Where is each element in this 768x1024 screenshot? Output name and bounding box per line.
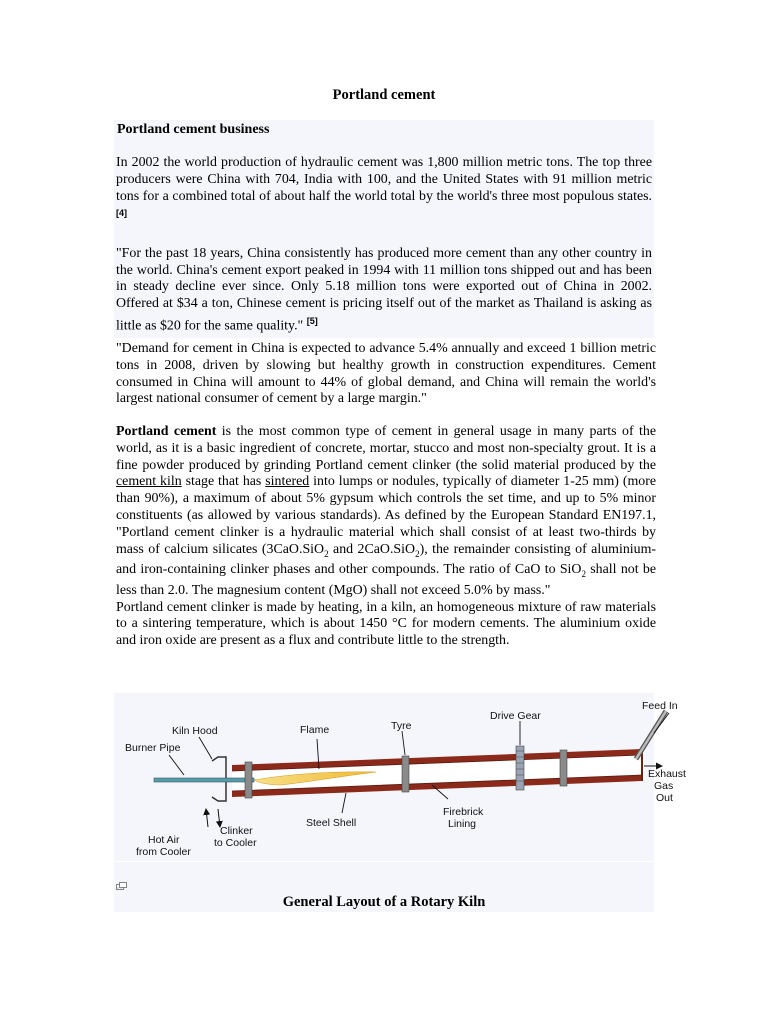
definition-text-3: into lumps or nodules, typically of diameter 1-25 mm) (more than 90%), a maximum of about 5% gypsum which controls the set time, and up to 5% minor constituents (as allowed by various standards). As defined by the European Standard EN197.1, "Portland cement clinker is a hydraulic material which shall consist of at least two-thirds by mass of calcium silicates (3CaO.SiO xyxy=(116,474,657,557)
term-portland-cement: Portland cement xyxy=(116,424,217,439)
subscript-2: 2 xyxy=(324,548,329,559)
drive-gear xyxy=(516,746,524,790)
definition-text-6: shall not be less than 2.0. The magnesium content (MgO) shall not exceed 5.0% by mass." xyxy=(116,562,656,598)
page-title: Portland cement xyxy=(332,87,436,103)
paragraph-production xyxy=(114,154,654,229)
paragraph-clinker: Portland cement clinker is made by heating, in a kiln, an homogeneous mixture of raw materials to a sintering temperature, which is about 1450 °C for modern cements. The aluminium oxide and iron oxide are present as a flux and contribute little to the strength. xyxy=(116,599,656,649)
figure-caption-area xyxy=(114,862,654,912)
label-firebrick-1: Firebrick xyxy=(443,806,484,818)
section-heading: Portland cement business xyxy=(117,122,270,137)
tyre-left xyxy=(245,762,252,798)
label-flame: Flame xyxy=(300,724,330,736)
paragraph-production-text: In 2002 the world production of hydraulic cement was 1,800 million metric tons. The top three producers were China with 704, India with 100, and the United States with 91 million metric tons for a combined total of about half the world total by the world's three most populous states. xyxy=(116,155,652,204)
label-firebrick-2: Lining xyxy=(448,818,477,830)
label-exhaust-1: Exhaust xyxy=(648,768,686,780)
label-exhaust-2: Gas xyxy=(654,780,674,792)
definition-text-2: stage that has xyxy=(181,474,266,490)
paragraph-china-exports xyxy=(114,245,654,337)
reference-4[interactable]: [4] xyxy=(116,208,127,219)
figure-caption: General Layout of a Rotary Kiln xyxy=(282,894,486,910)
definition-text-4: and 2CaO.SiO xyxy=(328,541,416,557)
label-clinker-1: Clinker xyxy=(220,825,253,837)
paragraph-definition xyxy=(114,423,658,651)
reference-5[interactable]: [5] xyxy=(306,316,318,326)
label-kiln-hood: Kiln Hood xyxy=(172,725,218,737)
rotary-kiln-diagram xyxy=(114,693,686,861)
definition-text-5: ), the remainder consisting of aluminium- and iron-containing clinker phases and other compounds. The ratio of CaO to SiO xyxy=(116,541,656,578)
image-anchor-icon[interactable] xyxy=(116,882,128,891)
business-section xyxy=(114,120,654,338)
label-drive-gear: Drive Gear xyxy=(490,710,541,722)
label-hot-air-2: from Cooler xyxy=(136,846,191,858)
label-tyre: Tyre xyxy=(391,720,412,732)
label-hot-air-1: Hot Air xyxy=(148,834,180,846)
paragraph-demand: "Demand for cement in China is expected to advance 5.4% annually and exceed 1 billion metric tons in 2008, driven by slowing but healthy growth in construction expenditures. Cement consumed in China will amount to 44% of global demand, and China will remain the world's largest national consumer of cement by a large margin." xyxy=(116,341,656,407)
label-clinker-2: to Cooler xyxy=(214,837,257,849)
label-burner-pipe: Burner Pipe xyxy=(125,742,181,754)
link-sintered[interactable]: sintered xyxy=(265,474,310,490)
label-steel-shell: Steel Shell xyxy=(306,817,357,829)
burner-pipe xyxy=(154,778,254,782)
subscript-2: 2 xyxy=(415,548,420,559)
subscript-2: 2 xyxy=(581,568,586,579)
kiln-svg xyxy=(114,693,686,861)
label-feed-in: Feed In xyxy=(642,700,678,712)
tyre-right xyxy=(560,750,567,786)
label-exhaust-3: Out xyxy=(656,792,673,804)
paragraph-china-exports-text: "For the past 18 years, China consistently has produced more cement than any other country in the world. China's cement export peaked in 1994 with 11 million tons shipped out and has been in steady decline ever since. Only 5.18 million tons were exported out of China in 2002. Offered at $34 a ton, Chinese cement is pricing itself out of the market as Thailand is asking as little as $20 for the same quality." xyxy=(116,245,652,334)
definition-text-1: is the most common type of cement in general usage in many parts of the world, as it is a basic ingredient of concrete, mortar, stucco and most non-specialty grout. It is a fine powder produced by grinding Portland cement clinker (the solid material produced by the xyxy=(116,424,656,473)
tyre-middle xyxy=(402,756,409,792)
link-cement-kiln[interactable]: cement kiln xyxy=(116,474,182,490)
